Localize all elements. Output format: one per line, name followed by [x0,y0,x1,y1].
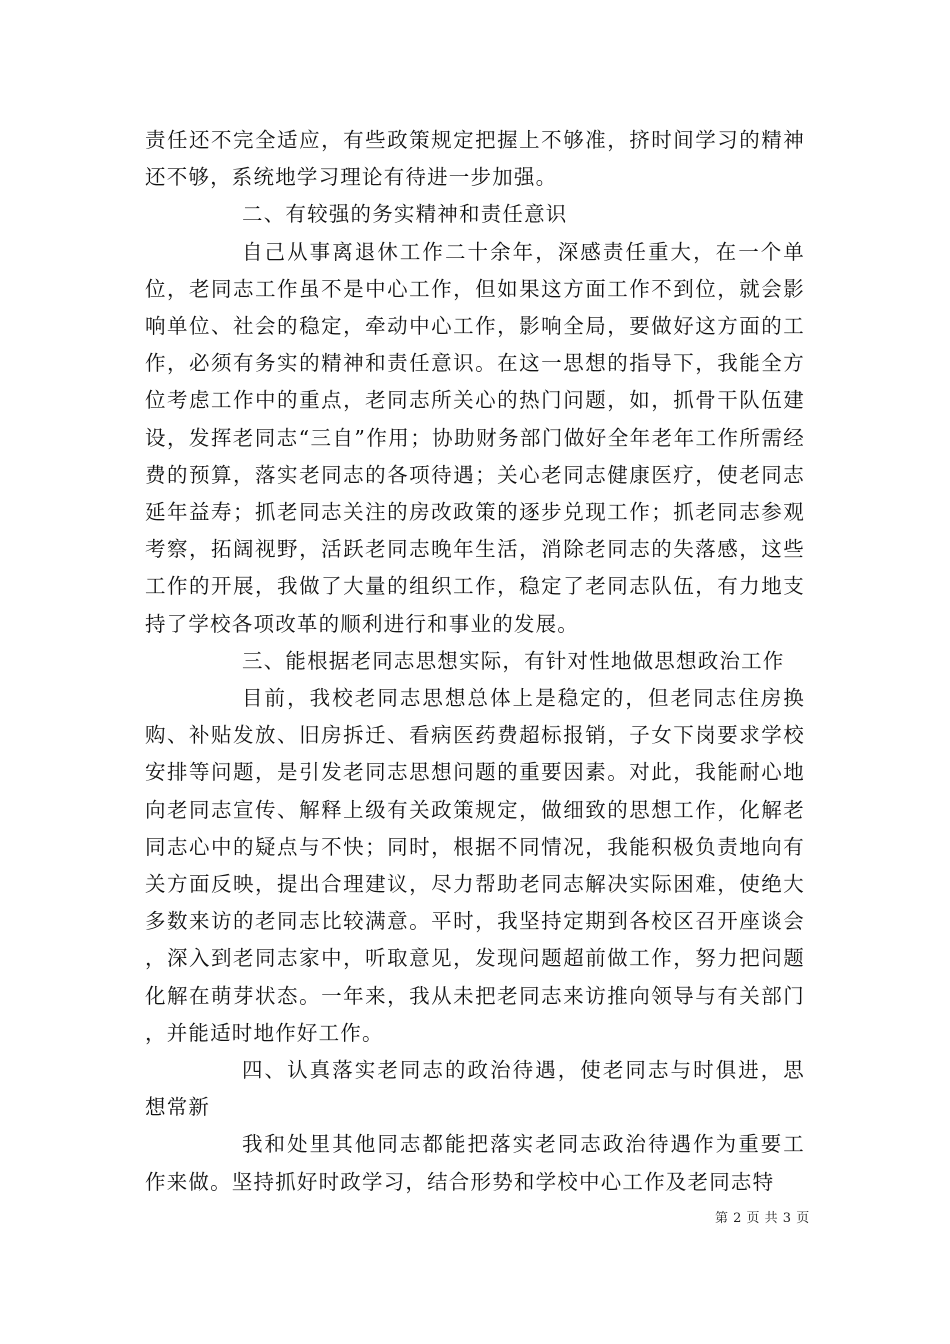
section-heading-4: 四、认真落实老同志的政治待遇，使老同志与时俱进，思想常新 [145,1058,805,1120]
section-heading-3: 三、能根据老同志思想实际，有针对性地做思想政治工作 [242,648,785,673]
section-body-3: 目前，我校老同志思想总体上是稳定的，但老同志住房换购、补贴发放、旧房拆迁、看病医药费超标报销，子女下岗要求学校安排等问题，是引发老同志思想问题的重要因素。对此，我能耐心地向老同志宣传、解释上级有关政策规定，做细致的思想工作，化解老同志心中的疑点与不快；同时，根据不同情况，我能积极负责地向有关方面反映，提出合理建议，尽力帮助老同志解决实际困难，使绝大多数来访的老同志比较满意。平时，我坚持定期到各校区召开座谈会，深入到老同志家中，听取意见，发现问题超前做工作，努力把问题化解在萌芽状态。一年来，我从未把老同志来访推向领导与有关部门，并能适时地作好工作。 [145,686,805,1045]
section-body-2: 自己从事离退休工作二十余年，深感责任重大，在一个单位，老同志工作虽不是中心工作，但如果这方面工作不到位，就会影响单位、社会的稳定，牵动中心工作，影响全局，要做好这方面的工作，必须有务实的精神和责任意识。在这一思想的指导下，我能全方位考虑工作中的重点，老同志所关心的热门问题，如，抓骨干队伍建设，发挥老同志“三自”作用；协助财务部门做好全年老年工作所需经费的预算，落实老同志的各项待遇；关心老同志健康医疗，使老同志延年益寿；抓老同志关注的房改政策的逐步兑现工作；抓老同志参观考察，拓阔视野，活跃老同志晚年生活，消除老同志的失落感，这些工作的开展，我做了大量的组织工作，稳定了老同志队伍，有力地支持了学校各项改革的顺利进行和事业的发展。 [145,239,805,636]
page-number-footer: 第 2 页 共 3 页 [715,1211,810,1226]
paragraph-continuation: 责任还不完全适应，有些政策规定把握上不够准，挤时间学习的精神还不够，系统地学习理论有待进一步加强。 [145,128,805,190]
document-body [145,122,805,1201]
section-heading-2: 二、有较强的务实精神和责任意识 [242,202,568,227]
section-body-4: 我和处里其他同志都能把落实老同志政治待遇作为重要工作来做。坚持抓好时政学习，结合形势和学校中心工作及老同志特 [145,1132,805,1194]
